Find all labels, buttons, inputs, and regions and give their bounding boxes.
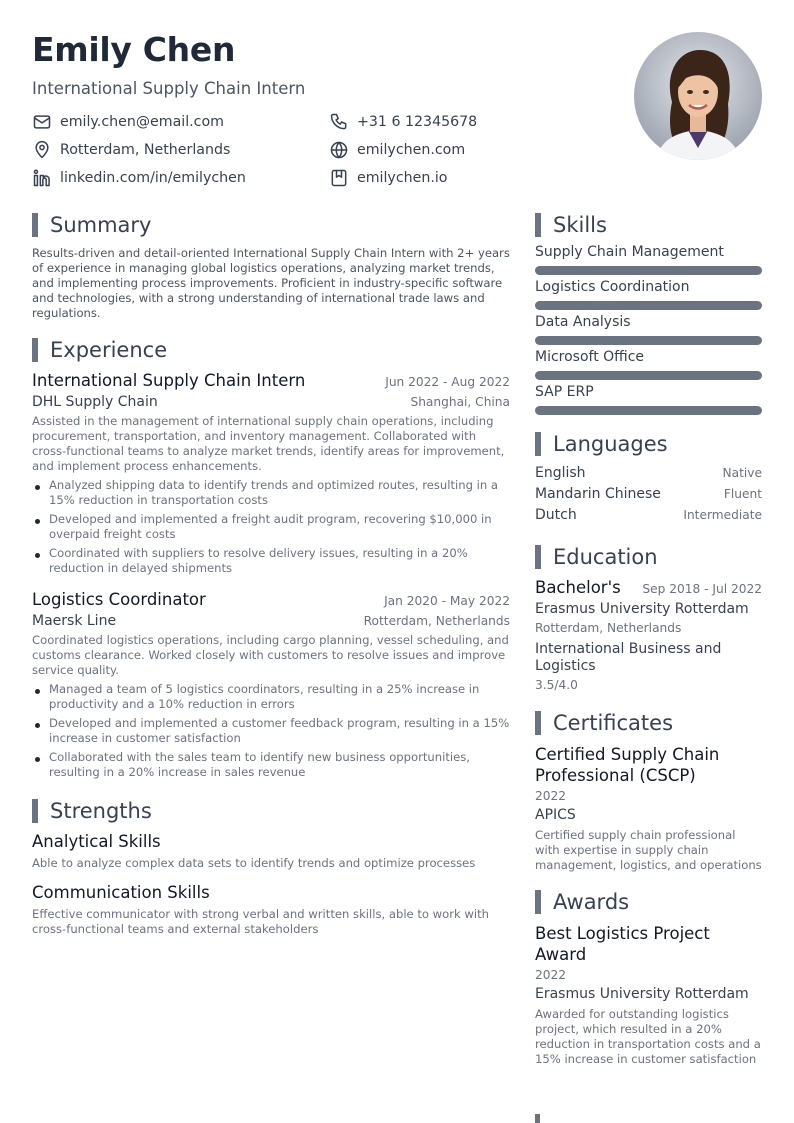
strength-description: Able to analyze complex data sets to identify trends and optimize processes xyxy=(32,856,476,870)
profile-photo xyxy=(634,32,762,160)
language-name: English xyxy=(535,465,586,481)
strength-item xyxy=(32,883,510,937)
contact-list xyxy=(32,112,592,188)
phone-icon xyxy=(329,112,349,132)
education-field: International Business and Logistics xyxy=(535,641,722,674)
language-item xyxy=(535,486,762,507)
experience-bullets xyxy=(32,682,510,780)
language-level: Native xyxy=(722,466,762,480)
skill-name: Microsoft Office xyxy=(535,349,645,365)
award-year: 2022 xyxy=(535,968,567,982)
award-item xyxy=(535,923,762,1067)
skill-name: SAP ERP xyxy=(535,384,594,400)
experience-date: Jun 2022 - Aug 2022 xyxy=(385,375,510,389)
contact-website[interactable] xyxy=(329,140,592,160)
skills-heading xyxy=(535,212,762,238)
skill-item xyxy=(535,384,762,415)
section-bar xyxy=(32,338,38,362)
language-item xyxy=(535,507,762,528)
experience-location: Shanghai, China xyxy=(410,395,510,409)
skill-item xyxy=(535,314,762,345)
skill-name: Supply Chain Management xyxy=(535,244,724,260)
page-break-mark xyxy=(535,1114,540,1123)
skill-item xyxy=(535,349,762,380)
experience-heading xyxy=(32,337,510,363)
experience-location: Rotterdam, Netherlands xyxy=(363,614,510,628)
experience-description: Coordinated logistics operations, including cargo planning, vessel scheduling, and customs clearance. Worked closely with customers to resolve issues and improve service quality. xyxy=(32,633,509,677)
awards-heading xyxy=(535,889,762,915)
contact-email[interactable] xyxy=(32,112,329,132)
languages-list xyxy=(535,465,762,528)
award-org: Erasmus University Rotterdam xyxy=(535,986,749,1002)
linkedin-icon xyxy=(32,168,52,188)
skills-heading-text: Skills xyxy=(553,213,607,237)
skill-bar xyxy=(535,336,762,345)
section-bar xyxy=(32,799,38,823)
education-school: Erasmus University Rotterdam xyxy=(535,601,749,617)
language-item xyxy=(535,465,762,486)
experience-role: International Supply Chain Intern xyxy=(32,371,306,390)
education-item xyxy=(535,578,762,692)
experience-item xyxy=(32,590,510,780)
email-text: emily.chen@email.com xyxy=(60,114,224,130)
awards-heading-text: Awards xyxy=(553,890,630,914)
bookmark-icon xyxy=(329,168,349,188)
education-degree: Bachelor's xyxy=(535,578,621,597)
envelope-icon xyxy=(32,112,52,132)
certificates-heading-text: Certificates xyxy=(553,711,674,735)
experience-heading-text: Experience xyxy=(50,338,168,362)
award-description: Awarded for outstanding logistics project, which resulted in a 20% reduction in transportation costs and a 15% increase in customer satisfaction xyxy=(535,1007,761,1066)
certificate-year: 2022 xyxy=(535,789,567,803)
job-title: International Supply Chain Intern xyxy=(32,79,306,98)
language-level: Fluent xyxy=(723,487,762,501)
languages-heading-text: Languages xyxy=(553,432,668,456)
languages-heading xyxy=(535,431,762,457)
section-bar xyxy=(535,213,541,237)
location-text: Rotterdam, Netherlands xyxy=(60,142,231,158)
right-column xyxy=(535,212,762,1067)
skill-item xyxy=(535,279,762,310)
experience-company: DHL Supply Chain xyxy=(32,394,158,410)
strength-title: Communication Skills xyxy=(32,883,210,902)
skill-bar xyxy=(535,301,762,310)
section-bar xyxy=(535,432,541,456)
section-bar xyxy=(535,545,541,569)
strength-item xyxy=(32,832,510,871)
left-column xyxy=(32,212,510,949)
language-name: Mandarin Chinese xyxy=(535,486,661,502)
experience-bullets xyxy=(32,478,510,576)
bullet-item: Collaborated with the sales team to identify new business opportunities, resulting in a 20% increase in sales revenue xyxy=(32,750,510,780)
certificates-heading xyxy=(535,710,762,736)
experience-date: Jan 2020 - May 2022 xyxy=(384,594,510,608)
certificate-org: APICS xyxy=(535,807,576,823)
summary-heading xyxy=(32,212,510,238)
experience-role: Logistics Coordinator xyxy=(32,590,206,609)
website-text: emilychen.com xyxy=(357,142,466,158)
skill-bar xyxy=(535,406,762,415)
skill-name: Logistics Coordination xyxy=(535,279,690,295)
linkedin-text: linkedin.com/in/emilychen xyxy=(60,170,246,186)
section-bar xyxy=(535,890,541,914)
award-title: Best Logistics Project Award xyxy=(535,924,710,964)
education-heading-text: Education xyxy=(553,545,658,569)
contact-location xyxy=(32,140,329,160)
education-date: Sep 2018 - Jul 2022 xyxy=(642,582,762,596)
contact-portfolio[interactable] xyxy=(329,168,592,188)
globe-icon xyxy=(329,140,349,160)
bullet-item: Coordinated with suppliers to resolve delivery issues, resulting in a 20% reduction in delayed shipments xyxy=(32,546,510,576)
skill-bar xyxy=(535,371,762,380)
strengths-heading xyxy=(32,798,510,824)
strengths-heading-text: Strengths xyxy=(50,799,152,823)
education-location: Rotterdam, Netherlands xyxy=(535,621,682,635)
bullet-item: Developed and implemented a customer feedback program, resulting in a 15% increase in customer satisfaction xyxy=(32,716,510,746)
bullet-item: Analyzed shipping data to identify trends and optimized routes, resulting in a 15% reduction in transportation costs xyxy=(32,478,510,508)
experience-item xyxy=(32,371,510,576)
summary-text: Results-driven and detail-oriented International Supply Chain Intern with 2+ years of experience in managing global logistics operations, analyzing market trends, and implementing process improvements. Proficient in industry-specific software and technologies, with a strong understanding of international trade laws and regulations. xyxy=(32,246,510,320)
section-bar xyxy=(32,213,38,237)
certificate-title: Certified Supply Chain Professional (CSCP) xyxy=(535,745,720,785)
language-name: Dutch xyxy=(535,507,577,523)
skills-list xyxy=(535,244,762,415)
map-pin-icon xyxy=(32,140,52,160)
skill-name: Data Analysis xyxy=(535,314,631,330)
candidate-name: Emily Chen xyxy=(32,30,236,69)
education-gpa: 3.5/4.0 xyxy=(535,678,578,692)
section-bar xyxy=(535,711,541,735)
strength-title: Analytical Skills xyxy=(32,832,161,851)
experience-description: Assisted in the management of international supply chain operations, including procurement, transportation, and inventory management. Collaborated with cross-functional teams to analyze market trends, identify areas for improvement, and implement process enhancements. xyxy=(32,414,505,473)
contact-phone[interactable] xyxy=(329,112,592,132)
bullet-item: Managed a team of 5 logistics coordinators, resulting in a 25% increase in productivity and a 10% reduction in errors xyxy=(32,682,510,712)
language-level: Intermediate xyxy=(683,508,762,522)
skill-bar xyxy=(535,266,762,275)
certificate-description: Certified supply chain professional with expertise in supply chain management, logistics, and operations xyxy=(535,828,762,872)
skill-item xyxy=(535,244,762,275)
certificate-item xyxy=(535,744,762,873)
portfolio-text: emilychen.io xyxy=(357,170,448,186)
strength-description: Effective communicator with strong verbal and written skills, able to work with cross-functional teams and external stakeholders xyxy=(32,907,490,936)
summary-heading-text: Summary xyxy=(50,213,152,237)
education-heading xyxy=(535,544,762,570)
bullet-item: Developed and implemented a freight audit program, recovering $10,000 in overpaid freight costs xyxy=(32,512,510,542)
phone-text: +31 6 12345678 xyxy=(357,114,478,130)
experience-company: Maersk Line xyxy=(32,613,117,629)
contact-linkedin[interactable] xyxy=(32,168,329,188)
